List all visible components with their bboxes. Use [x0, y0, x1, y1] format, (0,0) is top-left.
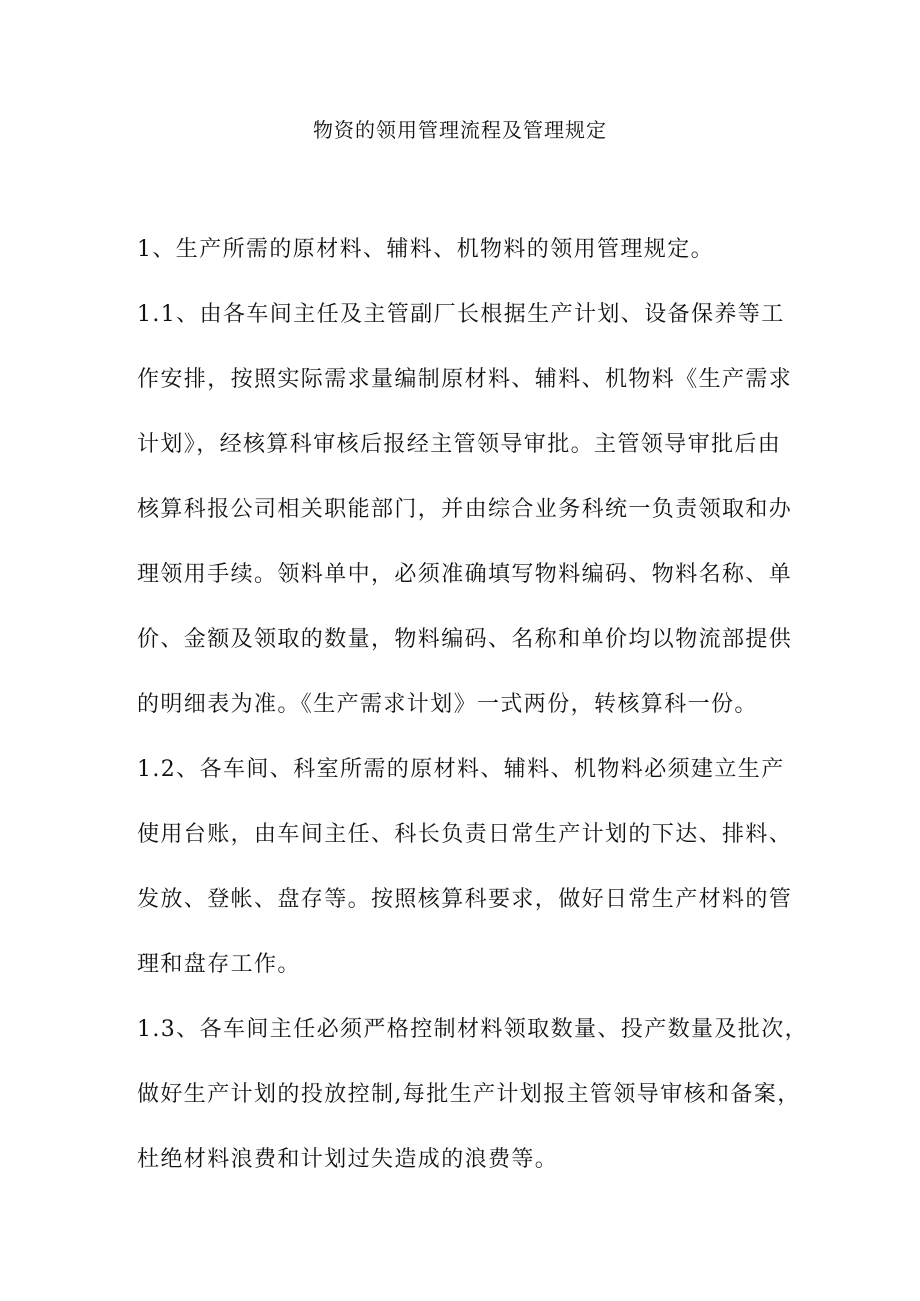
- paragraph-line: 的明细表为准。《生产需求计划》一式两份，转核算科一份。: [137, 692, 758, 717]
- paragraph-line: 理和盘存工作。: [137, 952, 301, 977]
- paragraph-line: 使用台账，由车间主任、科长负责日常生产计划的下达、排料、: [137, 822, 793, 847]
- section-heading-1: 1、生产所需的原材料、辅料、机物料的领用管理规定。: [137, 237, 714, 262]
- paragraph-line: 核算科报公司相关职能部门，并由综合业务科统一负责领取和办: [137, 497, 793, 522]
- paragraph-line: 做好生产计划的投放控制,每批生产计划报主管领导审核和备案，: [137, 1082, 801, 1107]
- paragraph-line: 价、金额及领取的数量，物料编码、名称和单价均以物流部提供: [137, 627, 793, 652]
- paragraph-line: 1.1、由各车间主任及主管副厂长根据生产计划、设备保养等工: [137, 302, 785, 327]
- paragraph-line: 发放、登帐、盘存等。按照核算科要求，做好日常生产材料的管: [137, 887, 793, 912]
- paragraph-line: 计划》，经核算科审核后报经主管领导审批。主管领导审批后由: [137, 432, 782, 457]
- document-title: 物资的领用管理流程及管理规定: [313, 118, 607, 142]
- paragraph-line: 杜绝材料浪费和计划过失造成的浪费等。: [137, 1147, 559, 1172]
- paragraph-line: 1.3、各车间主任必须严格控制材料领取数量、投产数量及批次，: [137, 1017, 808, 1042]
- paragraph-line: 1.2、各车间、科室所需的原材料、辅料、机物料必须建立生产: [137, 757, 785, 782]
- paragraph-line: 理领用手续。领料单中，必须准确填写物料编码、物料名称、单: [137, 562, 793, 587]
- paragraph-line: 作安排，按照实际需求量编制原材料、辅料、机物料《生产需求: [137, 367, 793, 392]
